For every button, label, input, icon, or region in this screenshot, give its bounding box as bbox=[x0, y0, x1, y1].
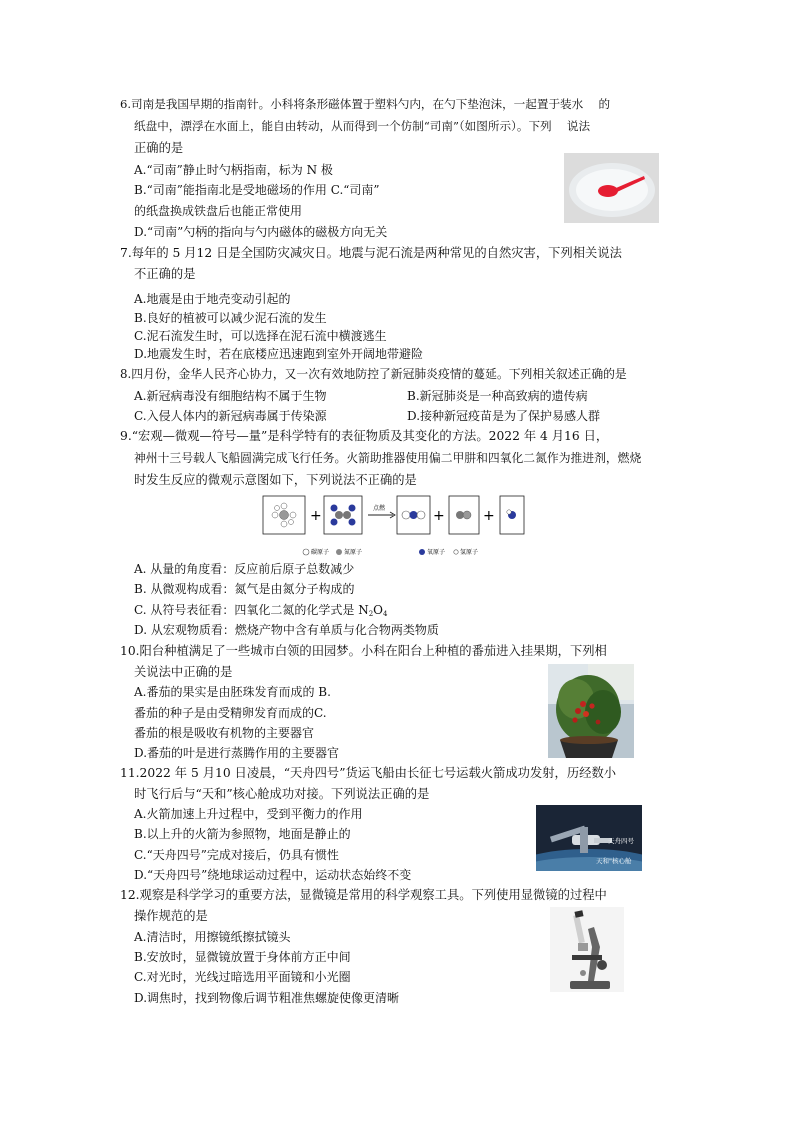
q10-option-b: 番茄的种子是由受精卵发育而成的C. bbox=[134, 706, 327, 720]
q9-option-b: B. 从微观构成看：氮气是由氮分子构成的 bbox=[134, 582, 355, 596]
q6-option-a: A.“司南”静止时勺柄指南，标为 N 极 bbox=[134, 163, 333, 177]
q9-stem-line2: 神州十三号载人飞船圆满完成飞行任务。火箭助推器使用偏二甲肼和四氧化二氮作为推进剂，燃烧 bbox=[134, 451, 642, 465]
q6-stem-line1: 6.司南是我国早期的指南针。小科将条形磁体置于塑料勺内，在勺下垫泡沫，一起置于装水 的 bbox=[120, 97, 611, 111]
label-tianzhou: 天舟四号 bbox=[608, 837, 634, 845]
q9-stem-line1: 9.“宏观—微观—符号—量”是科学特有的表征物质及其变化的方法。2022 年 4 月16 日， bbox=[120, 429, 609, 443]
q11-stem-line1: 11.2022 年 5 月10 日凌晨，“天舟四号”货运飞船由长征七号运载火箭成功发射，历经数小 bbox=[120, 766, 617, 780]
q7-option-a: A.地震是由于地壳变动引起的 bbox=[134, 292, 291, 306]
q6-option-b: B.“司南”能指南北是受地磁场的作用 C.“司南” bbox=[134, 183, 380, 197]
q11-option-a: A.火箭加速上升过程中，受到平衡力的作用 bbox=[134, 807, 363, 821]
reaction-arrow bbox=[368, 504, 395, 518]
q7-option-b: B.良好的植被可以减少泥石流的发生 bbox=[134, 311, 327, 325]
q10-stem-line2: 关说法中正确的是 bbox=[134, 665, 233, 679]
svg-text:+: + bbox=[433, 508, 445, 524]
q7-option-d: D.地震发生时，若在底楼应迅速跑到室外开阔地带避险 bbox=[134, 347, 424, 361]
spacecraft-docking-image bbox=[536, 805, 642, 871]
reaction-diagram bbox=[262, 493, 527, 559]
q12-stem-line2: 操作规范的是 bbox=[134, 909, 208, 923]
svg-text:+: + bbox=[483, 508, 495, 524]
q12-stem-line1: 12.观察是科学学习的重要方法，显微镜是常用的科学观察工具。下列使用显微镜的过程中 bbox=[120, 888, 607, 902]
legend-oxygen: 氧原子 bbox=[427, 549, 446, 556]
q6-option-b-cont: 的纸盘换成铁盘后也能正常使用 bbox=[134, 204, 303, 218]
q6-option-d: D.“司南”勺柄的指向与勺内磁体的磁极方向无关 bbox=[134, 225, 388, 239]
q11-option-b: B.以上升的火箭为参照物，地面是静止的 bbox=[134, 827, 351, 841]
q9-stem-line3: 时发生反应的微观示意图如下，下列说法不正确的是 bbox=[134, 473, 417, 487]
q6-stem-line3: 正确的是 bbox=[134, 141, 184, 155]
q11-option-d: D.“天舟四号”绕地球运动过程中，运动状态始终不变 bbox=[134, 868, 412, 882]
tomato-plant-image bbox=[548, 664, 634, 758]
q10-option-d: D.番茄的叶是进行蒸腾作用的主要器官 bbox=[134, 746, 340, 760]
arrow-label: 点燃 bbox=[373, 505, 386, 512]
q7-option-c: C.泥石流发生时，可以选择在泥石流中横渡逃生 bbox=[134, 329, 387, 343]
sinan-spoon-image bbox=[564, 153, 659, 223]
q7-stem-line2: 不正确的是 bbox=[134, 267, 196, 281]
q12-option-c: C.对光时，光线过暗选用平面镜和小光圈 bbox=[134, 970, 351, 984]
q9-option-d: D. 从宏观物质看：燃烧产物中含有单质与化合物两类物质 bbox=[134, 623, 439, 637]
q9-option-c: C. 从符号表征看：四氧化二氮的化学式是 N2O4 bbox=[134, 603, 388, 618]
q12-option-d: D.调焦时，找到物像后调节粗准焦螺旋使像更清晰 bbox=[134, 991, 400, 1005]
label-tianhe: 天和"核心舱 bbox=[596, 857, 632, 865]
q8-option-d: D.接种新冠疫苗是为了保护易感人群 bbox=[407, 409, 601, 423]
q11-stem-line2: 时飞行后与“天和”核心舱成功对接。下列说法正确的是 bbox=[134, 787, 430, 801]
q8-option-b: B.新冠肺炎是一种高致病的遗传病 bbox=[407, 389, 588, 403]
q7-stem-line1: 7.每年的 5 月12 日是全国防灾减灾日。地震与泥石流是两种常见的自然灾害，下列相关说法 bbox=[120, 246, 622, 260]
product-box-1 bbox=[397, 496, 430, 534]
legend-carbon: 碳原子 bbox=[311, 549, 330, 556]
legend bbox=[303, 548, 478, 556]
q12-option-b: B.安放时，显微镜放置于身体前方正中间 bbox=[134, 950, 351, 964]
q11-option-c: C.“天舟四号”完成对接后，仍具有惯性 bbox=[134, 848, 339, 862]
legend-nitrogen: 氮原子 bbox=[344, 549, 363, 556]
legend-hydrogen: 氢原子 bbox=[460, 549, 479, 556]
svg-text:+: + bbox=[310, 508, 322, 524]
q9-option-a: A. 从量的角度看：反应前后原子总数减少 bbox=[134, 562, 355, 576]
q10-option-a: A.番茄的果实是由胚珠发育而成的 B. bbox=[134, 685, 331, 699]
microscope-image bbox=[550, 907, 624, 992]
q8-option-c: C.入侵人体内的新冠病毒属于传染源 bbox=[134, 409, 327, 423]
reactant-box-1 bbox=[263, 496, 305, 534]
q10-stem-line1: 10.阳台种植满足了一些城市白领的田园梦。小科在阳台上种植的番茄进入挂果期，下列相 bbox=[120, 644, 607, 658]
product-box-2 bbox=[449, 496, 479, 534]
q8-stem-line1: 8.四月份，金华人民齐心协力，又一次有效地防控了新冠肺炎疫情的蔓延。下列相关叙述正确的是 bbox=[120, 367, 627, 381]
q12-option-a: A.清洁时，用擦镜纸擦拭镜头 bbox=[134, 930, 291, 944]
reactant-box-2 bbox=[324, 496, 362, 534]
q8-option-a: A.新冠病毒没有细胞结构不属于生物 bbox=[134, 389, 327, 403]
q6-stem-line2: 纸盘中，漂浮在水面上，能自由转动，从而得到一个仿制“司南”（如图所示）。下列 说法 bbox=[134, 119, 591, 133]
q10-option-c: 番茄的根是吸收有机物的主要器官 bbox=[134, 726, 315, 740]
product-box-3 bbox=[500, 496, 524, 534]
